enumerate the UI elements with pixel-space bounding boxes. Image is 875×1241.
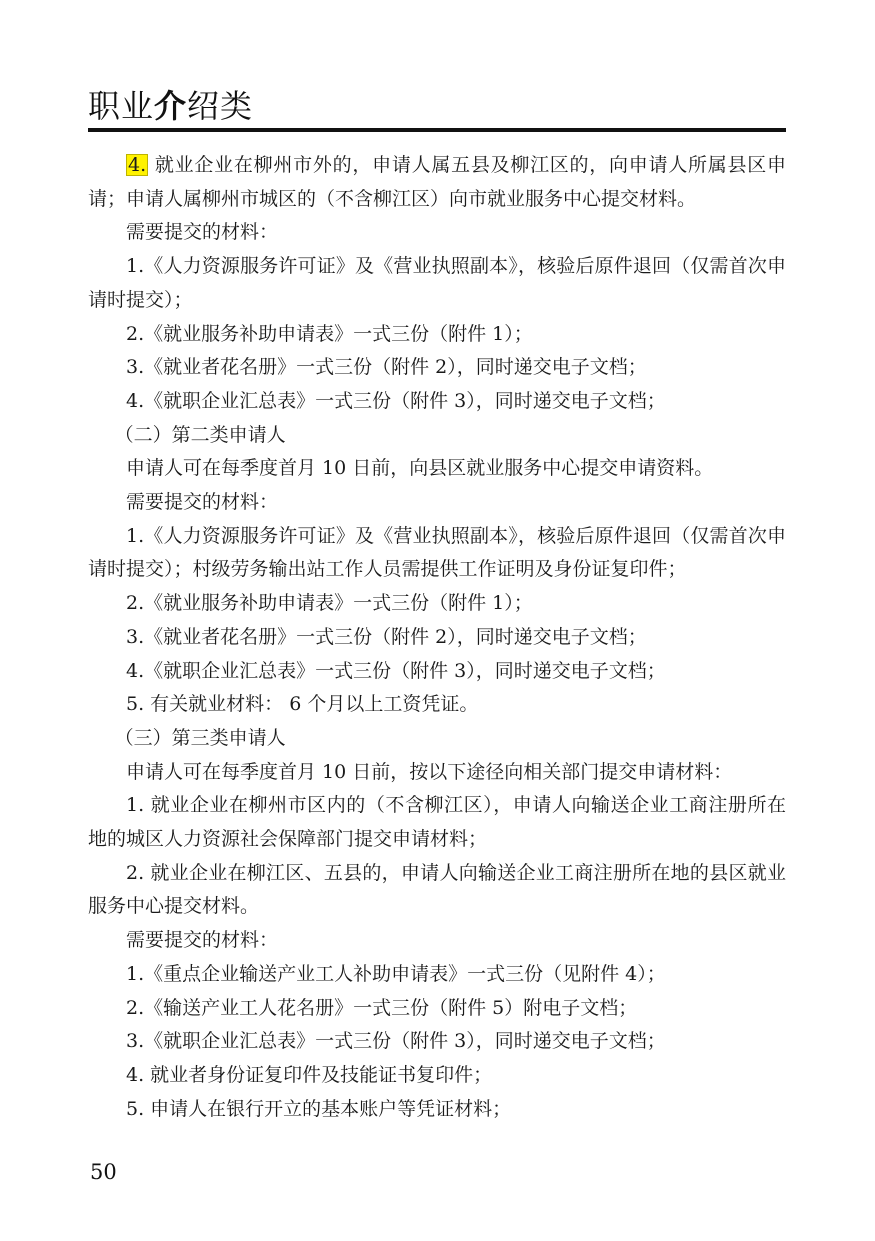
- section-title-part1: 职业: [88, 87, 155, 125]
- list-item: 4.《就职企业汇总表》一式三份（附件 3），同时递交电子文档；: [126, 659, 666, 682]
- section-title-bold: 介: [154, 87, 188, 125]
- paragraph-text: 就业企业在柳州市外的，申请人属五县及柳江区的，向申请人所属县区申请；申请人属柳州市城区的（不含柳江区）向市就业服务中心提交材料。: [88, 154, 786, 210]
- header-rule: [88, 128, 786, 132]
- paragraph: 申请人可在每季度首月 10 日前，按以下途径向相关部门提交申请材料：: [126, 760, 733, 783]
- section-title: [88, 86, 786, 126]
- list-item: 1.《人力资源服务许可证》及《营业执照副本》，核验后原件退回（仅需首次申请时提交）；: [88, 255, 786, 311]
- subsection-heading: （三）第三类申请人: [114, 726, 286, 749]
- list-item: 3.《就职企业汇总表》一式三份（附件 3），同时递交电子文档；: [126, 1030, 666, 1053]
- list-item: 2.《就业服务补助申请表》一式三份（附件 1）；: [126, 322, 533, 345]
- list-item: 1.《人力资源服务许可证》及《营业执照副本》，核验后原件退回（仅需首次申请时提交）；村级劳务输出站工作人员需提供工作证明及身份证复印件；: [88, 524, 786, 581]
- list-item: 1.《重点企业输送产业工人补助申请表》一式三份（见附件 4）；: [126, 962, 666, 985]
- list-item: 3.《就业者花名册》一式三份（附件 2），同时递交电子文档；: [126, 625, 647, 648]
- list-item: 5. 申请人在银行开立的基本账户等凭证材料；: [126, 1097, 512, 1120]
- list-item: 2. 就业企业在柳江区、五县的，申请人向输送企业工商注册所在地的县区就业服务中心提交材料。: [88, 861, 786, 918]
- list-item: 4. 就业者身份证复印件及技能证书复印件；: [126, 1063, 493, 1086]
- paragraph: 申请人可在每季度首月 10 日前，向县区就业服务中心提交申请资料。: [126, 457, 714, 480]
- page-header: [88, 86, 786, 132]
- paragraph: 需要提交的材料：: [126, 221, 279, 244]
- list-item: 1. 就业企业在柳州市区内的（不含柳江区），申请人向输送企业工商注册所在地的城区人力资源社会保障部门提交申请材料；: [88, 794, 786, 851]
- subsection-heading: （二）第二类申请人: [114, 423, 286, 446]
- list-item: 3.《就业者花名册》一式三份（附件 2），同时递交电子文档；: [126, 356, 647, 379]
- section-title-part2: 绍类: [187, 87, 254, 125]
- page-number: 50: [90, 1160, 117, 1184]
- list-item: 5. 有关就业材料： 6 个月以上工资凭证。: [126, 693, 479, 716]
- paragraph: 需要提交的材料：: [126, 491, 279, 514]
- list-item: 2.《输送产业工人花名册》一式三份（附件 5）附电子文档；: [126, 996, 638, 1019]
- page-body: [88, 149, 786, 1126]
- list-item: 4.《就职企业汇总表》一式三份（附件 3），同时递交电子文档；: [126, 389, 666, 412]
- highlighted-item-number: 4.: [128, 154, 147, 176]
- paragraph: 需要提交的材料：: [126, 929, 279, 952]
- paragraph: [88, 149, 786, 216]
- list-item: 2.《就业服务补助申请表》一式三份（附件 1）；: [126, 592, 533, 615]
